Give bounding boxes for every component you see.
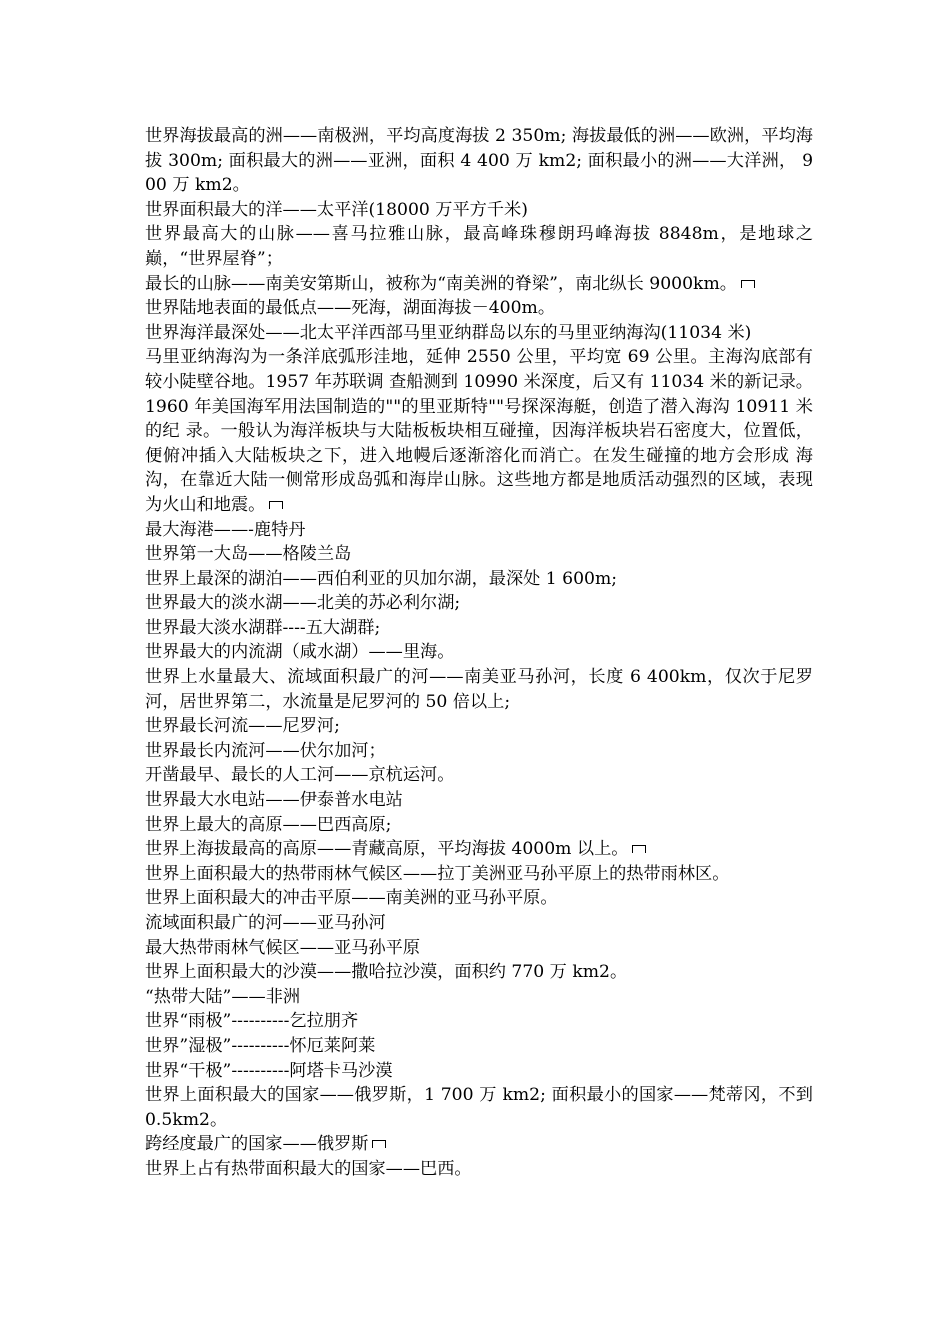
paragraph <box>145 763 813 788</box>
paragraph <box>145 591 813 616</box>
paragraph-text: 世界最高大的山脉——喜马拉雅山脉，最高峰珠穆朗玛峰海拔 8848m，是地球之巅，“世界屋脊”； <box>145 224 813 269</box>
paragraph-text: 流域面积最广的河——亚马孙河 <box>145 913 386 933</box>
paragraph-text: 世界上最深的湖泊——西伯利亚的贝加尔湖，最深处 1 600m; <box>145 568 618 589</box>
paragraph-text: 世界陆地表面的最低点——死海，湖面海拔－400m。 <box>145 298 556 319</box>
paragraph-text: 世界“干极”----------阿塔卡马沙漠 <box>145 1060 393 1081</box>
paragraph <box>145 198 813 223</box>
paragraph-text: 跨经度最广的国家——俄罗斯 <box>145 1134 369 1155</box>
paragraph-text: 世界第一大岛——格陵兰岛 <box>145 544 352 565</box>
paragraph <box>145 518 813 543</box>
paragraph <box>145 296 813 321</box>
paragraph <box>145 837 813 862</box>
paragraph-text: 世界上面积最大的国家——俄罗斯，1 700 万 km2; 面积最小的国家——梵蒂冈，不到 0.5km2。 <box>145 1085 813 1130</box>
paragraph-text: 世界最长河流——尼罗河; <box>145 716 340 737</box>
paragraph-text: 世界海拔最高的洲——南极洲，平均高度海拔 2 350m; 海拔最低的洲——欧洲，平均海拔 300m; 面积最大的洲——亚洲，面积 4 400 万 km2; 面积最小的洲——大洋洲， 900 万 km2。 <box>145 126 813 196</box>
paragraph <box>145 124 813 198</box>
paragraph-text: 世界最大的内流湖（咸水湖）——里海。 <box>145 642 455 663</box>
paragraph-mark-icon <box>372 1140 386 1148</box>
paragraph <box>145 886 813 911</box>
paragraph-mark-icon <box>741 280 755 288</box>
paragraph-text: 世界上占有热带面积最大的国家——巴西。 <box>145 1158 472 1179</box>
paragraph-text: “热带大陆”——非洲 <box>145 986 301 1007</box>
paragraph-text: 世界上面积最大的冲击平原——南美洲的亚马孙平原。 <box>145 888 558 909</box>
paragraph <box>145 1034 813 1059</box>
paragraph <box>145 813 813 838</box>
paragraph-text: 世界海洋最深处——北太平洋西部马里亚纳群岛以东的马里亚纳海沟(11034 米) <box>145 322 752 343</box>
paragraph <box>145 1083 813 1132</box>
paragraph <box>145 862 813 887</box>
document-body <box>145 124 813 1182</box>
paragraph <box>145 1009 813 1034</box>
paragraph <box>145 788 813 813</box>
paragraph-text: 世界最大的淡水湖——北美的苏必利尔湖; <box>145 593 461 614</box>
paragraph <box>145 960 813 985</box>
paragraph-text: 世界最长内流河——伏尔加河； <box>145 740 386 761</box>
paragraph-text: 世界最大淡水湖群----五大湖群; <box>145 617 381 638</box>
paragraph <box>145 542 813 567</box>
paragraph <box>145 665 813 714</box>
paragraph <box>145 739 813 764</box>
paragraph-text: 马里亚纳海沟为一条洋底弧形洼地，延伸 2550 公里，平均宽 69 公里。主海沟底部有较小陡壁谷地。1957 年苏联调 查船测到 10990 米深度，后又有 11034 米的新记录。1960 年美国海军用法国制造的""的里亚斯特""号探深海艇，创造了潜入海沟 10911 米的纪 录。一般认为海洋板块与大陆板板块相互碰撞，因海洋板块岩石密度大，位置低，便俯冲插入大陆板块之下，进入地幔后逐渐溶化而消亡。在发生碰撞的地方会形成 海沟，在靠近大陆一侧常形成岛弧和海岸山脉。这些地方都是地质活动强烈的区域，表现为火山和地震。 <box>145 347 813 515</box>
paragraph <box>145 936 813 961</box>
paragraph <box>145 911 813 936</box>
paragraph-text: 世界上面积最大的热带雨林气候区——拉丁美洲亚马孙平原上的热带雨林区。 <box>145 863 730 884</box>
paragraph-text: 世界上面积最大的沙漠——撒哈拉沙漠，面积约 770 万 km2。 <box>145 962 628 983</box>
paragraph-text: 世界上海拔最高的高原——青藏高原，平均海拔 4000m 以上。 <box>145 839 629 860</box>
paragraph-mark-icon <box>632 845 646 853</box>
paragraph-mark-icon <box>269 501 283 509</box>
paragraph <box>145 640 813 665</box>
paragraph-text: 最长的山脉——南美安第斯山，被称为“南美洲的脊梁”，南北纵长 9000km。 <box>145 273 737 294</box>
paragraph <box>145 567 813 592</box>
paragraph <box>145 222 813 271</box>
paragraph <box>145 272 813 297</box>
paragraph-text: 最大海港——-鹿特丹 <box>145 519 306 540</box>
paragraph <box>145 616 813 641</box>
paragraph-text: 世界上水量最大、流域面积最广的河——南美亚马孙河，长度 6 400km，仅次于尼罗河，居世界第二，水流量是尼罗河的 50 倍以上; <box>145 667 813 712</box>
paragraph <box>145 985 813 1010</box>
paragraph-text: 世界最大水电站——伊泰普水电站 <box>145 790 403 811</box>
paragraph-text: 世界”湿极”----------怀厄莱阿莱 <box>145 1035 376 1056</box>
paragraph-text: 最大热带雨林气候区——亚马孙平原 <box>145 937 421 958</box>
paragraph-text: 开凿最早、最长的人工河——京杭运河。 <box>145 765 455 786</box>
paragraph <box>145 714 813 739</box>
paragraph-text: 世界上最大的高原——巴西高原; <box>145 814 392 835</box>
paragraph <box>145 1132 813 1157</box>
paragraph <box>145 345 813 517</box>
paragraph <box>145 1157 813 1182</box>
paragraph-text: 世界“雨极”----------乞拉朋齐 <box>145 1011 359 1032</box>
paragraph <box>145 1059 813 1084</box>
paragraph <box>145 321 813 346</box>
paragraph-text: 世界面积最大的洋——太平洋(18000 万平方千米) <box>145 199 528 220</box>
